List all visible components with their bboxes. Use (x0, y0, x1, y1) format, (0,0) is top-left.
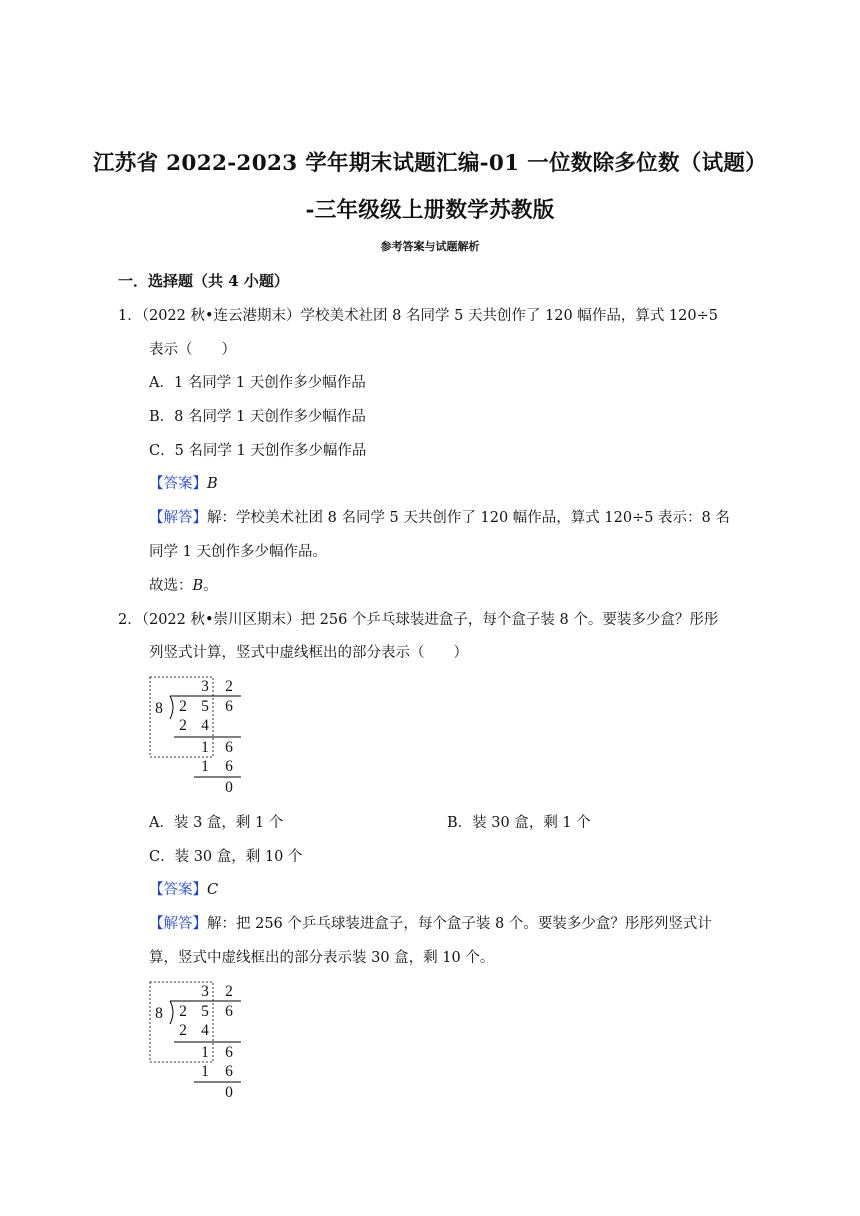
step1-digit: 2 (179, 717, 187, 734)
q2-explanation-line2: 算，竖式中虚线框出的部分表示装 30 盒，剩 10 个。 (149, 950, 495, 966)
quotient-digit: 3 (201, 678, 209, 695)
explanation-tag: 【解答】 (149, 510, 207, 526)
q2-stem-line2: 列竖式计算，竖式中虚线框出的部分表示（ ） (149, 645, 468, 661)
q2-option-b: B．装 30 盒，剩 1 个 (447, 815, 591, 831)
choose-prefix: 故选： (149, 578, 193, 594)
remainder-digit: 1 (201, 739, 209, 756)
dividend-digit: 5 (201, 1003, 209, 1020)
document-title-line2: -三年级级上册数学苏教版 (305, 198, 555, 223)
q1-stem-line2: 表示（ ） (149, 342, 236, 358)
step1-digit: 2 (179, 1022, 187, 1039)
step2-digit: 1 (201, 1063, 209, 1080)
dividend-digit: 6 (225, 698, 233, 715)
document-subtitle: 参考答案与试题解析 (380, 240, 480, 253)
quotient-digit: 2 (225, 983, 233, 1000)
dividend-digit: 5 (201, 698, 209, 715)
q1-explanation-line2: 同学 1 天创作多少幅作品。 (149, 544, 327, 560)
dividend-digit: 2 (179, 698, 187, 715)
choose-value: B (192, 578, 204, 594)
step1-digit: 4 (201, 1022, 209, 1039)
q1-option-b: B．8 名同学 1 天创作多少幅作品 (149, 409, 366, 425)
q2-answer (149, 878, 218, 899)
final-remainder: 0 (225, 1084, 233, 1101)
choose-suffix: 。 (203, 578, 218, 594)
q1-choose (149, 574, 218, 595)
explanation-tag: 【解答】 (149, 916, 207, 932)
long-division-figure-answer (140, 980, 260, 1110)
answer-value: C (207, 882, 219, 898)
quotient-digit: 2 (225, 678, 233, 695)
explanation-text: 解：把 256 个乒乓球装进盒子，每个盒子装 8 个。要装多少盒？彤彤列竖式计 (207, 916, 712, 932)
q1-stem-line1: 1．（2022 秋•连云港期末）学校美术社团 8 名同学 5 天共创作了 120 幅作品，算式 120÷5 (118, 308, 718, 324)
answer-tag: 【答案】 (149, 476, 207, 492)
q1-option-c: C．5 名同学 1 天创作多少幅作品 (149, 443, 367, 459)
step1-digit: 4 (201, 717, 209, 734)
section-heading: 一．选择题（共 4 小题） (118, 272, 289, 290)
long-division-figure (140, 675, 260, 805)
step2-digit: 1 (201, 758, 209, 775)
dividend-digit: 6 (225, 1003, 233, 1020)
remainder-digit: 6 (225, 739, 233, 756)
divisor: 8 (155, 700, 163, 717)
divisor: 8 (155, 1005, 163, 1022)
explanation-text: 解：学校美术社团 8 名同学 5 天共创作了 120 幅作品，算式 120÷5 表示：8 名 (207, 510, 730, 526)
dividend-digit: 2 (179, 1003, 187, 1020)
step2-digit: 6 (225, 758, 233, 775)
q1-answer (149, 472, 218, 493)
q1-explanation-line1 (149, 506, 730, 527)
q2-option-c: C．装 30 盒，剩 10 个 (149, 849, 303, 865)
remainder-digit: 6 (225, 1044, 233, 1061)
q2-stem-line1: 2．（2022 秋•崇川区期末）把 256 个乒乓球装进盒子，每个盒子装 8 个。要装多少盒？彤彤 (118, 612, 719, 628)
final-remainder: 0 (225, 779, 233, 796)
quotient-digit: 3 (201, 983, 209, 1000)
q1-option-a: A．1 名同学 1 天创作多少幅作品 (149, 375, 366, 391)
document-title-line1: 江苏省 2022-2023 学年期末试题汇编-01 一位数除多位数（试题） (92, 151, 767, 176)
q2-explanation-line1 (149, 912, 712, 933)
answer-tag: 【答案】 (149, 882, 207, 898)
q2-option-a: A．装 3 盒，剩 1 个 (149, 815, 284, 831)
step2-digit: 6 (225, 1063, 233, 1080)
answer-value: B (207, 476, 218, 492)
remainder-digit: 1 (201, 1044, 209, 1061)
